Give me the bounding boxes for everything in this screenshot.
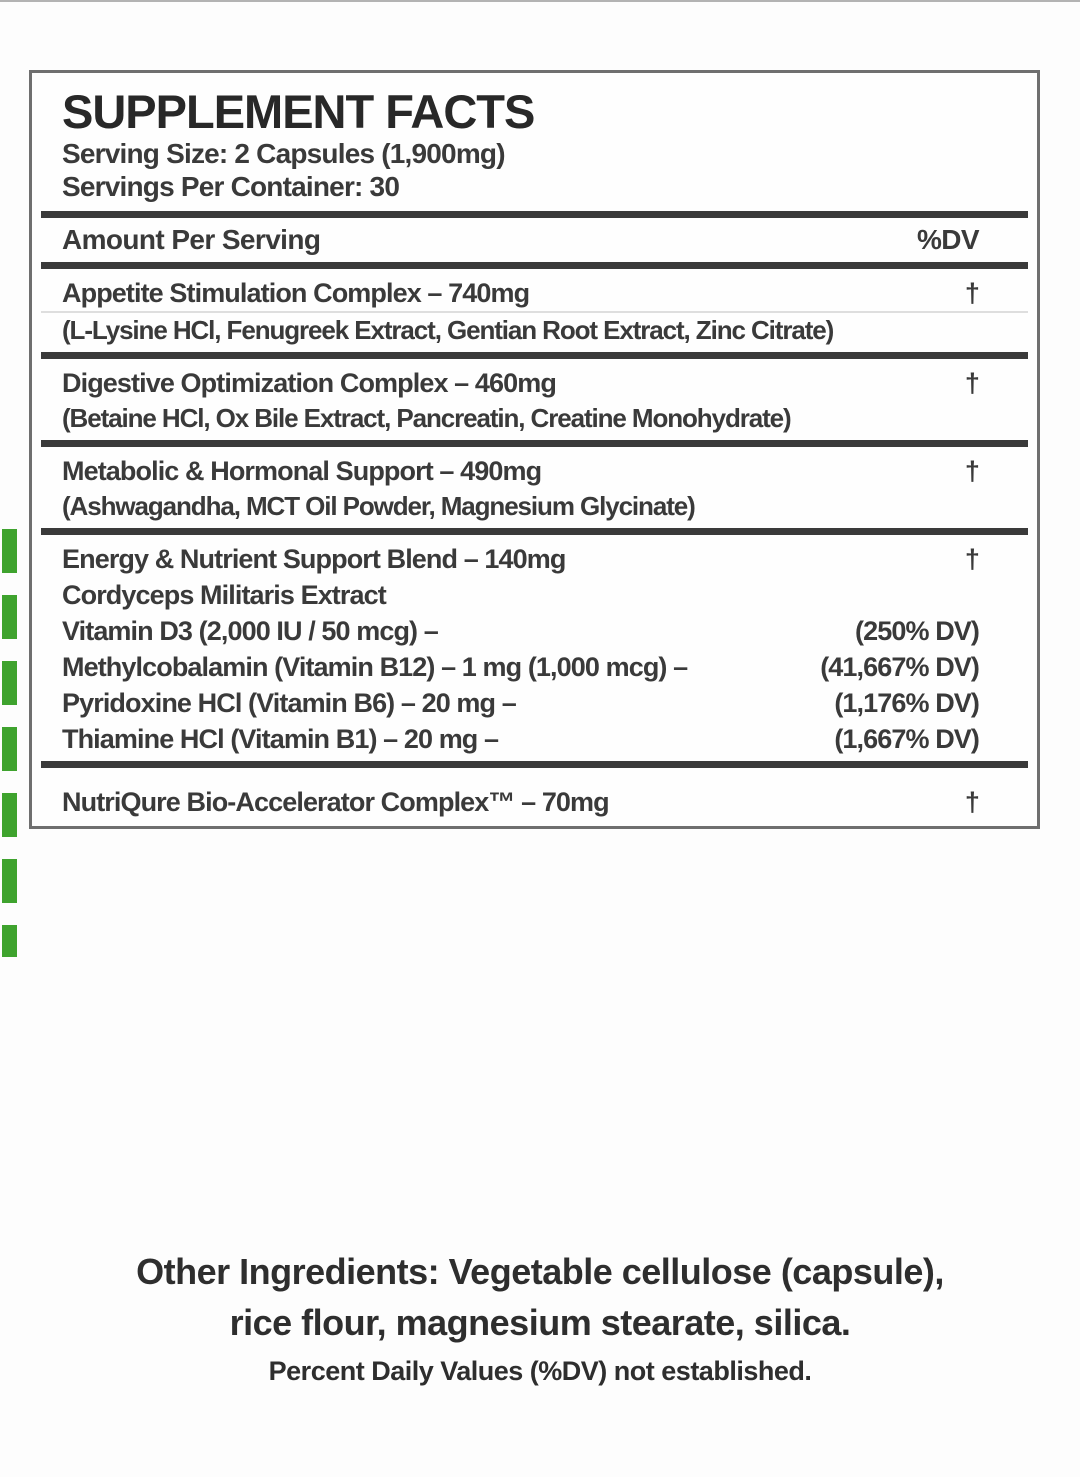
dv-value: (41,667% DV) bbox=[820, 652, 979, 682]
blend-component: Cordyceps Militaris Extract bbox=[62, 580, 386, 610]
thick-divider bbox=[41, 262, 1028, 269]
servings-per-container-text: Servings Per Container: 30 bbox=[62, 171, 400, 202]
blend-component: Methylcobalamin (Vitamin B12) – 1 mg (1,000 mcg) – bbox=[62, 652, 688, 682]
dv-value: (1,667% DV) bbox=[834, 724, 979, 754]
blend-line-cordyceps bbox=[62, 577, 979, 613]
blend-line-vitamin-d3 bbox=[62, 613, 979, 649]
dagger-symbol: † bbox=[964, 787, 979, 817]
column-header-row bbox=[32, 218, 1037, 262]
dagger-symbol: † bbox=[964, 368, 979, 398]
serving-size-text: Serving Size: 2 Capsules (1,900mg) bbox=[62, 138, 505, 169]
ingredient-components: (Ashwagandha, MCT Oil Powder, Magnesium Glycinate) bbox=[62, 491, 695, 521]
ingredient-components: (Betaine HCl, Ox Bile Extract, Pancreatin, Creatine Monohydrate) bbox=[62, 403, 791, 433]
ingredient-sub-row-appetite bbox=[32, 313, 1037, 352]
dagger-symbol: † bbox=[964, 456, 979, 486]
dv-value: (1,176% DV) bbox=[834, 688, 979, 718]
blend-component: Vitamin D3 (2,000 IU / 50 mcg) – bbox=[62, 616, 438, 646]
dv-not-established-note: Percent Daily Values (%DV) not established. bbox=[268, 1356, 812, 1386]
dagger-symbol: † bbox=[964, 278, 979, 308]
dv-column-label: %DV bbox=[917, 224, 979, 255]
top-edge-line bbox=[0, 0, 1080, 2]
ingredient-row-appetite bbox=[32, 269, 1037, 311]
panel-header bbox=[32, 73, 1037, 211]
ingredient-components: (L-Lysine HCl, Fenugreek Extract, Gentian Root Extract, Zinc Citrate) bbox=[62, 315, 834, 345]
panel-title: SUPPLEMENT FACTS bbox=[62, 85, 535, 138]
ingredient-row-metabolic bbox=[32, 447, 1037, 528]
thick-divider bbox=[41, 528, 1028, 535]
ingredient-name: Metabolic & Hormonal Support – 490mg bbox=[62, 456, 542, 486]
thick-divider bbox=[41, 352, 1028, 359]
ingredient-name: NutriQure Bio-Accelerator Complex™ – 70mg bbox=[62, 787, 609, 817]
ingredient-name: Digestive Optimization Complex – 460mg bbox=[62, 368, 556, 398]
ingredient-row-digestive bbox=[32, 359, 1037, 440]
dagger-symbol: † bbox=[964, 544, 979, 574]
blend-line-vitamin-b6 bbox=[62, 685, 979, 721]
amount-per-serving-label: Amount Per Serving bbox=[62, 224, 321, 255]
supplement-facts-panel bbox=[29, 70, 1040, 829]
blend-component: Pyridoxine HCl (Vitamin B6) – 20 mg – bbox=[62, 688, 516, 718]
green-dashes-decoration bbox=[2, 529, 17, 957]
footer-text-block bbox=[0, 1246, 1080, 1394]
ingredient-row-nutriqure bbox=[32, 768, 1037, 829]
other-ingredients-line-2: rice flour, magnesium stearate, silica. bbox=[229, 1302, 851, 1343]
blend-component: Thiamine HCl (Vitamin B1) – 20 mg – bbox=[62, 724, 499, 754]
thick-divider bbox=[41, 211, 1028, 218]
ingredient-name: Energy & Nutrient Support Blend – 140mg bbox=[62, 544, 566, 574]
blend-line-vitamin-b12 bbox=[62, 649, 979, 685]
blend-line-vitamin-b1 bbox=[62, 721, 979, 757]
thick-divider bbox=[41, 761, 1028, 768]
ingredient-name: Appetite Stimulation Complex – 740mg bbox=[62, 278, 530, 308]
other-ingredients-line-1: Other Ingredients: Vegetable cellulose (capsule), bbox=[136, 1251, 944, 1292]
dv-value: (250% DV) bbox=[855, 616, 979, 646]
thick-divider bbox=[41, 440, 1028, 447]
ingredient-row-energy bbox=[32, 535, 1037, 761]
